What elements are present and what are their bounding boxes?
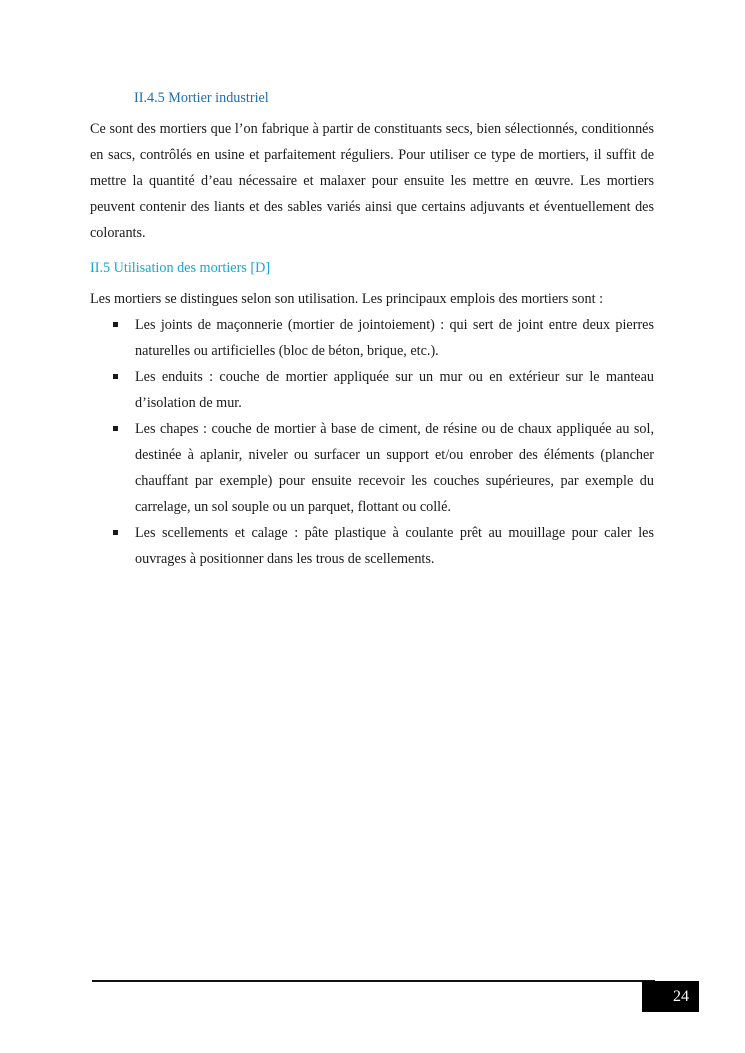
list-item-text: Les enduits : couche de mortier appliquée sur un mur ou en extérieur sur le manteau d’isolation de mur. [135, 369, 654, 411]
page-content [90, 86, 654, 572]
list-item-text: Les scellements et calage : pâte plastique à coulante prêt au mouillage pour caler les ouvrages à positionner dans les trous de scellements. [135, 525, 654, 567]
list-item-text: Les chapes : couche de mortier à base de ciment, de résine ou de chaux appliquée au sol, destinée à aplanir, niveler ou surfacer un support et/ou enrober des éléments (plancher chauffant par exemple) pour ensuite recevoir les couches supérieures, par exemple du carrelage, un sol souple ou un parquet, flottant ou collé. [135, 421, 654, 515]
section-title: II.5 Utilisation des mortiers [D] [90, 260, 271, 276]
square-bullet-icon [113, 426, 118, 431]
usage-list [90, 312, 654, 572]
list-item [90, 416, 654, 520]
square-bullet-icon [113, 322, 118, 327]
subsection-title: II.4.5 Mortier industriel [134, 90, 269, 106]
list-item-text: Les joints de maçonnerie (mortier de jointoiement) : qui sert de joint entre deux pierres naturelles ou artificielles (bloc de béton, brique, etc.). [135, 317, 654, 359]
list-item [90, 520, 654, 572]
industrial-mortar-paragraph: Ce sont des mortiers que l’on fabrique à partir de constituants secs, bien sélectionnés, conditionnés en sacs, contrôlés en usine et parfaitement réguliers. Pour utiliser ce type de mortiers, il suffit de mettre la quantité d’eau nécessaire et malaxer pour ensuite les mettre en œuvre. Les mortiers peuvent contenir des liants et des sables variés ainsi que certains adjuvants et éventuellement des colorants. [90, 121, 654, 241]
square-bullet-icon [113, 374, 118, 379]
usage-intro: Les mortiers se distingues selon son utilisation. Les principaux emplois des mortiers sont : [90, 291, 604, 307]
page-number: 24 [642, 981, 699, 1012]
list-item [90, 312, 654, 364]
list-item [90, 364, 654, 416]
square-bullet-icon [113, 530, 118, 535]
footer-divider [92, 980, 655, 982]
